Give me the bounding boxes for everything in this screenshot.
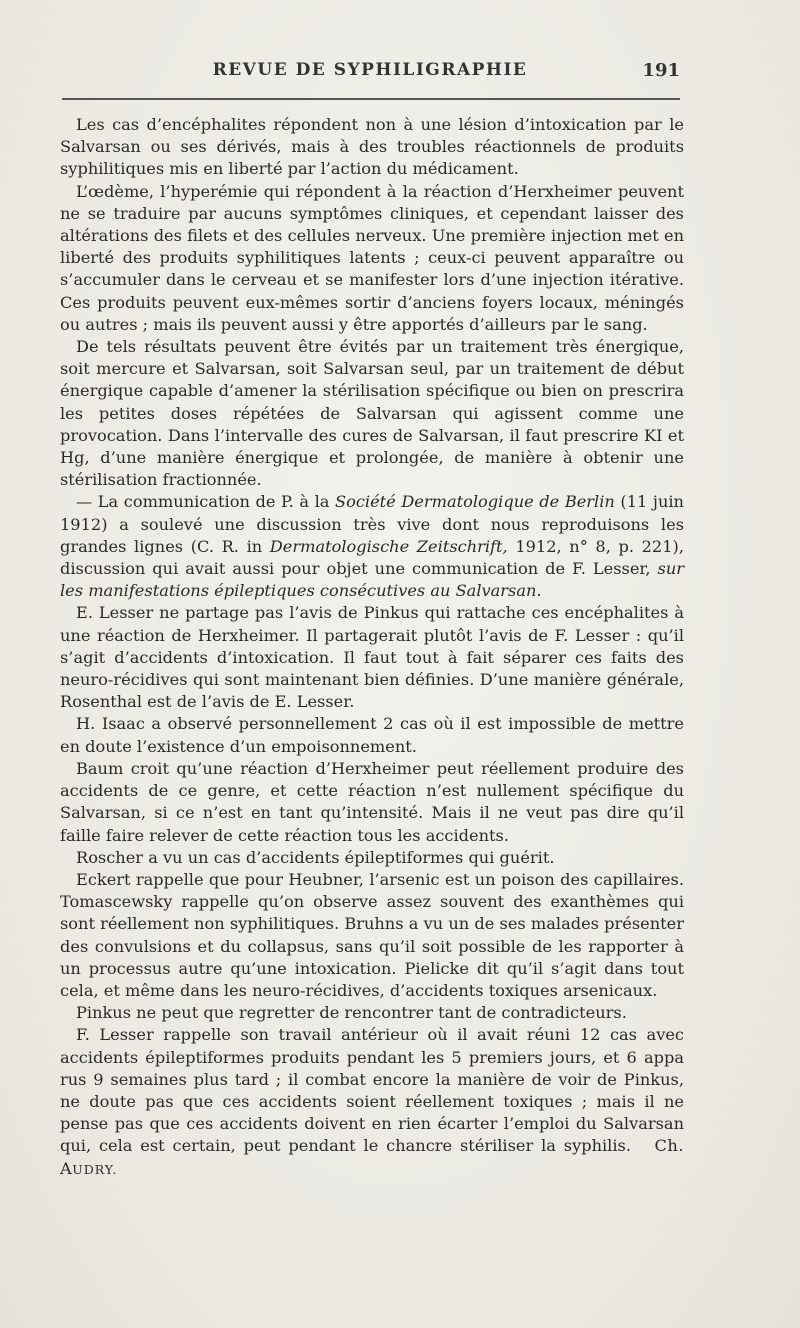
header-rule (62, 98, 680, 100)
signature-smallcaps: UDRY. (72, 1161, 118, 1177)
paragraph: De tels résultats peuvent être évités par un traitement très énergique, soit mercure et Salvarsan, soit Salvarsan seul, par un traitement de début énergique capable d’amener la stérilisation spécifique ou bien on prescrira les petites doses répétées de Salvarsan qui agissent comme une provocation. Dans l’intervalle des cures de Salvarsan, il faut prescrire KI et Hg, d’une manière énergique et prolongée, de manière à obtenir une stérilisation fractionnée. (60, 337, 684, 490)
page-number: 191 (642, 60, 680, 81)
paragraph: L’œdème, l’hyperémie qui répondent à la réaction d’Herxheimer peuvent ne se traduire par aucuns symptômes cliniques, et cependant laisser des altérations des filets et des cellules nerveux. Une première injection met en liberté des produits syphilitiques latents ; ceux-ci peuvent apparaître ou s’accumuler dans le cerveau et se manifester lors d’une injection itérative. Ces produits peuvent eux-mêmes sortir d’anciens foyers locaux, méningés ou autres ; mais ils peuvent aussi y être apportés d’ailleurs par le sang. (60, 181, 684, 334)
paragraph: Eckert rappelle que pour Heubner, l’arsenic est un poison des capillaires. Tomascewsky rappelle qu’on observe assez souvent des exanthèmes qui sont réellement non syphilitiques. Bruhns a vu un de ses malades présenter des convulsions et du collapsus, sans qu’il soit possible de les rapporter à un processus autre qu’une intoxication. Pielicke dit qu’il s’agit dans tout cela, et même dans les neuro-récidives, d’accidents toxiques arsenicaux. (60, 869, 684, 1000)
text-run: (11 juin 1912) a soulevé une discussion très vive dont nous reproduisons les grandes lignes (C. R. in (60, 492, 684, 556)
paragraph (60, 491, 684, 602)
text-run: 1912, n° 8, p. 221), discussion qui avait aussi pour objet une communication de F. Lesser, (60, 536, 684, 579)
paragraph: Roscher a vu un cas d’accidents épileptiformes qui guérit. (76, 847, 555, 867)
paragraph: E. Lesser ne partage pas l’avis de Pinkus qui rattache ces encéphalites à une réaction de Herxheimer. Il partagerait plutôt l’avis de F. Lesser : qu’il s’agit d’accidents d’intoxication. Il faut tout à fait séparer ces faits des neuro-récidives qui sont maintenant bien définies. D’une manière générale, Rosenthal est de l’avis de E. Lesser. (60, 603, 684, 712)
journal-title: Dermatologische Zeitschrift, (269, 536, 508, 556)
signature-initial: Ch. A (60, 1136, 684, 1178)
paragraph (60, 1024, 684, 1180)
text-run: — La communication de P. à la (76, 492, 335, 512)
paragraph: Baum croit qu’une réaction d’Herxheimer peut réellement produire des accidents de ce genre, et cette réaction n’est nullement spécifique du Salvarsan, si ce n’est en tant qu’intensité. Mais il ne veut pas dire qu’il faille faire relever de cette réaction tous les accidents. (60, 758, 684, 845)
text-run: F. Lesser rappelle son travail antérieur où il avait réuni 12 cas avec accidents épileptiformes produits pendant les 5 premiers jours, et 6 appa rus 9 semaines plus tard ; il combat encore la manière de voir de Pinkus, ne doute pas que ces accidents soient réellement toxiques ; mais il ne pense pas que ces accidents doivent en rien écarter l’emploi du Salvarsan qui, cela est certain, peut pendant le chancre stériliser la syphilis. (60, 1025, 684, 1156)
paragraph: Les cas d’encéphalites répondent non à une lésion d’intoxication par le Salvarsan ou ses dérivés, mais à des troubles réactionnels de produits syphilitiques mis en liberté par l’action du médicament. (60, 115, 684, 179)
article-body (60, 114, 684, 1181)
paragraph: H. Isaac a observé personnellement 2 cas où il est impossible de mettre en doute l’existence d’un empoisonnement. (60, 714, 684, 756)
communication-title: sur les manifestations épileptiques consécutives au Salvarsan. (60, 559, 684, 601)
paragraph: Pinkus ne peut que regretter de rencontrer tant de contradicteurs. (76, 1003, 627, 1023)
society-name: Société Dermatologique de Berlin (335, 492, 615, 512)
running-title: REVUE DE SYPHILIGRAPHIE (212, 60, 528, 80)
page-header (60, 58, 680, 88)
